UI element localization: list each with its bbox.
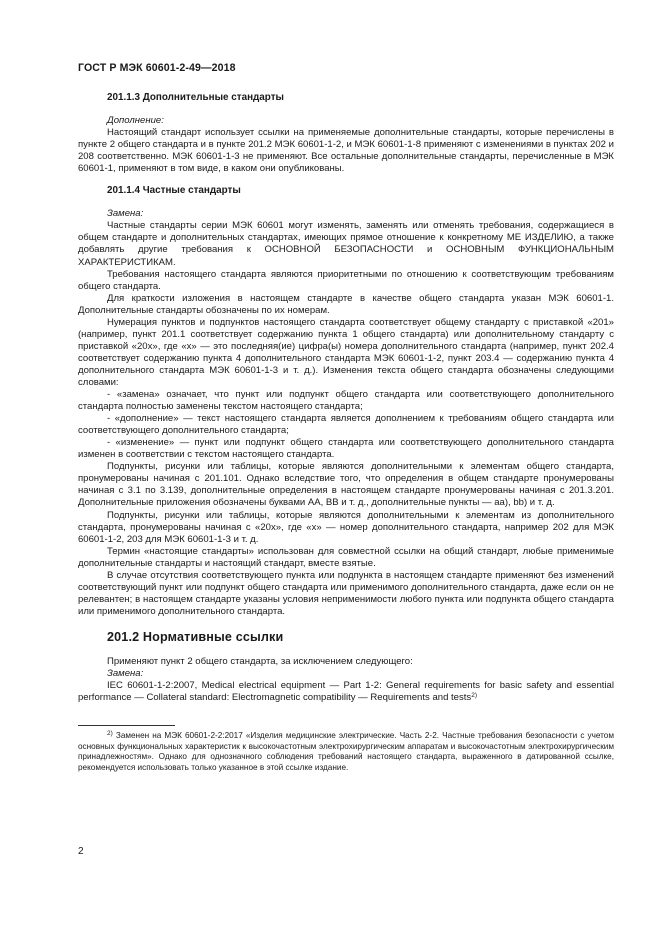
paragraph: Подпункты, рисунки или таблицы, которые являются дополнительными к элементам общего стандарта, пронумерованы начиная с 201.101. Однако вследствие того, что определения в общем стандарте пронумерованы начиная с 3.1 по 3.139, дополнительные определения в настоящем стандарте пронумерованы начиная с 201.3.201. Дополнительные приложения обозначены буквами АА, ВВ и т. д., дополнительные пункты — аа), bb) и т. д.	[78, 461, 614, 509]
amendment-label: Замена:	[107, 668, 144, 680]
footnote	[78, 731, 614, 773]
paragraph: Подпункты, рисунки или таблицы, которые являются дополнительными к элементам из дополнительного стандарта, пронумерованы начиная с «20х», где «х» — номер дополнительного стандарта, например 202 для МЭК 60601-1-2, 203 для МЭК 60601-1-3 и т. д.	[78, 509, 614, 545]
footnote-mark: 2)	[107, 730, 113, 738]
list-item: - «дополнение» — текст настоящего стандарта является дополнением к требованиям общего стандарта или соответствующего дополнительного стандарта;	[78, 413, 614, 437]
list-item: - «замена» означает, что пункт или подпункт общего стандарта или соответствующего дополнительного стандарта полностью заменены текстом настоящего стандарта;	[78, 389, 614, 413]
list-item: - «изменение» — пункт или подпункт общего стандарта или соответствующего дополнительного стандарта изменен в соответствии с текстом настоящего стандарта.	[78, 437, 614, 461]
paragraph: Нумерация пунктов и подпунктов настоящего стандарта соответствует общему стандарту с приставкой «201» (например, пункт 201.1 соответствует содержанию пункта 1 общего стандарта) или дополнительному стандарту с приставкой «20х», где «х» — это последняя(ие) цифра(ы) номера дополнительного стандарта (например, пункт 202.4 соответствует содержанию пункта 4 дополнительного стандарта МЭК 60601-1-2, пункт 203.4 — содержанию пункта 4 дополнительного стандарта МЭК 60601-1-3 и т. д.). Изменения текста общего стандарта обозначены следующими словами:	[78, 316, 614, 388]
paragraph: Для краткости изложения в настоящем стандарте в качестве общего стандарта указан МЭК 60601-1. Дополнительные стандарты обозначены по их номерам.	[78, 292, 614, 316]
paragraph: Термин «настоящие стандарты» использован для совместной ссылки на общий стандарт, любые применимые дополнительные стандарты и настоящий стандарт, вместе взятые.	[78, 545, 614, 569]
document-header: ГОСТ Р МЭК 60601-2-49—2018	[78, 62, 236, 74]
footnote-ref: 2)	[471, 692, 477, 700]
paragraph: В случае отсутствия соответствующего пункта или подпункта в настоящем стандарте применяют без изменений соответствующий пункт или подпункт общего стандарта или применимого дополнительного стандарта, даже если он не релевантен; в настоящем стандарте указаны условия неприменимости любого пункта или подпункта общего стандарта или применимого дополнительного стандарта.	[78, 569, 614, 617]
section-201-2	[78, 631, 614, 704]
section-heading: 201.2 Нормативные ссылки	[107, 629, 284, 644]
paragraph: Применяют пункт 2 общего стандарта, за исключением следующего:	[107, 655, 413, 667]
paragraph: Требования настоящего стандарта являются приоритетными по отношению к соответствующим требованиям общего стандарта.	[78, 268, 614, 292]
reference-paragraph	[78, 680, 614, 704]
page-content	[78, 92, 614, 773]
section-201-1-4	[78, 185, 614, 618]
page-number: 2	[78, 846, 84, 857]
section-heading: 201.1.4 Частные стандарты	[107, 185, 241, 197]
paragraph: Частные стандарты серии МЭК 60601 могут изменять, заменять или отменять требования, содержащиеся в общем стандарте и дополнительных стандартах, имеющих прямое отношение к конкретному МЕ ИЗДЕЛИЮ, а также добавлять другие требования к ОСНОВНОЙ БЕЗОПАСНОСТИ и ОСНОВНЫМ ФУНКЦИОНАЛЬНЫМ ХАРАКТЕРИСТИКАМ.	[78, 220, 614, 268]
amendment-label: Замена:	[107, 208, 144, 220]
paragraph: Настоящий стандарт использует ссылки на применяемые дополнительные стандарты, которые перечислены в пункте 2 общего стандарта и в пункте 201.2 МЭК 60601-1-2, и МЭК 60601-1-8 применяют с изменениями в пунктах 202 и 208 соответственно. МЭК 60601-1-3 не применяют. Все остальные дополнительные стандарты, перечисленные в МЭК 60601-1, применяют в том виде, в каком они опубликованы.	[78, 127, 614, 175]
reference-text: IEC 60601-1-2:2007, Medical electrical equipment — Part 1-2: General requirements for basic safety and essential performance — Collateral standard: Electromagnetic compatibility — Requirements and tests	[78, 680, 614, 704]
footnote-divider	[78, 725, 175, 726]
section-heading: 201.1.3 Дополнительные стандарты	[107, 92, 284, 103]
footnote-text: Заменен на МЭК 60601-2-2:2017 «Изделия медицинские электрические. Часть 2-2. Частные требования безопасности с учетом основных функциональных характеристик к высокочастотным электрохирургическим аппаратам и высокочастотным электрохирургическим принадлежностям». Однако для однозначного соблюдения требований настоящего стандарта, выраженного в датированной ссылке, рекомендуется использовать только указанное в этой ссылке издание.	[78, 731, 614, 772]
section-201-1-3	[78, 92, 614, 175]
amendment-label: Дополнение:	[107, 115, 164, 127]
